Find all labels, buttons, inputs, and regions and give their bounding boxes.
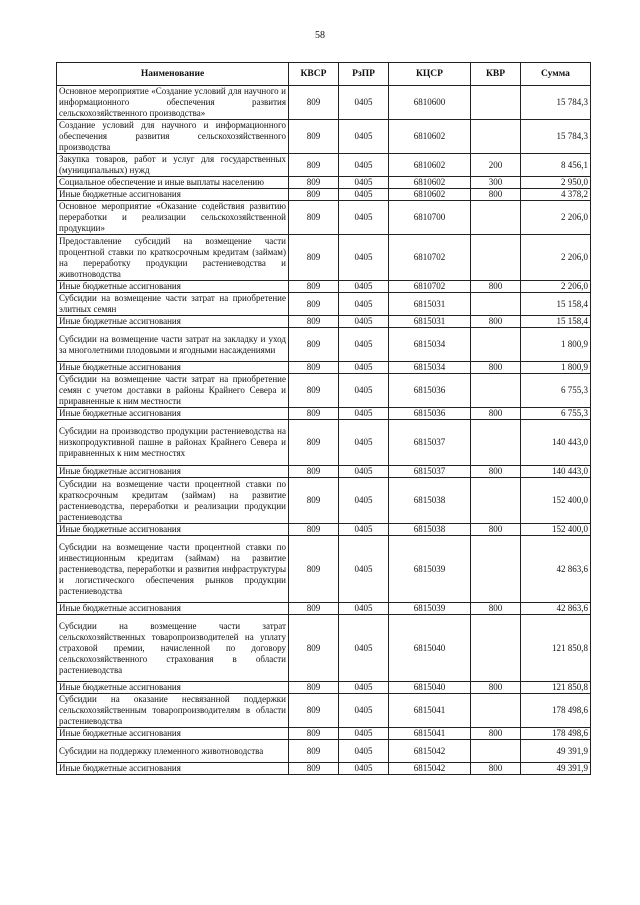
table-row (57, 524, 591, 536)
table-row (57, 189, 591, 201)
cell-kvr (471, 536, 521, 603)
cell-kvsr: 809 (289, 524, 339, 536)
cell-sum: 6 755,3 (521, 408, 591, 420)
cell-kvsr: 809 (289, 86, 339, 120)
cell-kvr: 200 (471, 154, 521, 177)
cell-sum: 121 850,8 (521, 682, 591, 694)
cell-sum: 152 400,0 (521, 524, 591, 536)
cell-sum: 4 378,2 (521, 189, 591, 201)
cell-sum: 2 206,0 (521, 201, 591, 235)
table-row (57, 177, 591, 189)
header-name: Наименование (57, 63, 289, 86)
cell-sum: 121 850,8 (521, 615, 591, 682)
table-row (57, 682, 591, 694)
table-row (57, 536, 591, 603)
cell-rzpr: 0405 (339, 316, 389, 328)
header-rzpr: РзПР (339, 63, 389, 86)
cell-name: Иные бюджетные ассигнования (57, 362, 289, 374)
cell-kvr: 800 (471, 316, 521, 328)
cell-sum: 1 800,9 (521, 362, 591, 374)
cell-kcsr: 6815031 (389, 293, 471, 316)
table-row (57, 362, 591, 374)
cell-kvsr: 809 (289, 536, 339, 603)
cell-rzpr: 0405 (339, 177, 389, 189)
cell-rzpr: 0405 (339, 478, 389, 524)
cell-kcsr: 6815041 (389, 728, 471, 740)
cell-name: Предоставление субсидий на возмещение части процентной ставки по краткосрочным кредитам (займам) на переработку продукции растениеводства и животноводства (57, 235, 289, 281)
table-header (57, 63, 591, 86)
cell-rzpr: 0405 (339, 293, 389, 316)
header-kcsr: КЦСР (389, 63, 471, 86)
cell-kvr (471, 374, 521, 408)
cell-kvr: 300 (471, 177, 521, 189)
cell-sum: 2 206,0 (521, 235, 591, 281)
cell-sum: 49 391,9 (521, 740, 591, 763)
cell-name: Иные бюджетные ассигнования (57, 316, 289, 328)
cell-kcsr: 6810700 (389, 201, 471, 235)
cell-kvsr: 809 (289, 478, 339, 524)
cell-kcsr: 6815040 (389, 682, 471, 694)
cell-kcsr: 6815041 (389, 694, 471, 728)
cell-kvr: 800 (471, 682, 521, 694)
cell-kvr (471, 201, 521, 235)
cell-kvsr: 809 (289, 120, 339, 154)
cell-sum: 140 443,0 (521, 466, 591, 478)
cell-kcsr: 6815031 (389, 316, 471, 328)
cell-kvsr: 809 (289, 763, 339, 775)
cell-kvsr: 809 (289, 235, 339, 281)
cell-name: Субсидии на возмещение части затрат на приобретение семян с учетом доставки в районы Крайнего Севера и приравненные к ним местности (57, 374, 289, 408)
cell-kcsr: 6815039 (389, 536, 471, 603)
cell-rzpr: 0405 (339, 524, 389, 536)
cell-kvr: 800 (471, 466, 521, 478)
cell-kcsr: 6810602 (389, 177, 471, 189)
cell-kvsr: 809 (289, 615, 339, 682)
cell-name: Создание условий для научного и информационного обеспечения развития сельскохозяйственного производства (57, 120, 289, 154)
cell-rzpr: 0405 (339, 694, 389, 728)
cell-rzpr: 0405 (339, 740, 389, 763)
cell-name: Субсидии на возмещение части затрат на приобретение элитных семян (57, 293, 289, 316)
cell-rzpr: 0405 (339, 682, 389, 694)
cell-kvsr: 809 (289, 362, 339, 374)
table-row (57, 316, 591, 328)
cell-kvsr: 809 (289, 201, 339, 235)
cell-name: Субсидии на возмещение части процентной ставки по инвестиционным кредитам (займам) на развитие растениеводства, переработки и развития инфраструктуры и логистического обеспечения рынков продукции растениеводства (57, 536, 289, 603)
table-row (57, 408, 591, 420)
cell-sum: 15 784,3 (521, 86, 591, 120)
cell-sum: 8 456,1 (521, 154, 591, 177)
cell-kcsr: 6810702 (389, 281, 471, 293)
cell-sum: 15 158,4 (521, 316, 591, 328)
table-row (57, 281, 591, 293)
cell-sum: 15 158,4 (521, 293, 591, 316)
cell-kvr (471, 120, 521, 154)
cell-name: Иные бюджетные ассигнования (57, 763, 289, 775)
cell-name: Иные бюджетные ассигнования (57, 408, 289, 420)
cell-kcsr: 6815040 (389, 615, 471, 682)
cell-sum: 140 443,0 (521, 420, 591, 466)
cell-rzpr: 0405 (339, 235, 389, 281)
cell-kvsr: 809 (289, 328, 339, 362)
cell-kcsr: 6815036 (389, 374, 471, 408)
cell-kcsr: 6810602 (389, 120, 471, 154)
cell-kvr (471, 615, 521, 682)
cell-kvr: 800 (471, 408, 521, 420)
cell-rzpr: 0405 (339, 466, 389, 478)
header-kvr: КВР (471, 63, 521, 86)
cell-sum: 15 784,3 (521, 120, 591, 154)
cell-kvr: 800 (471, 524, 521, 536)
cell-kvsr: 809 (289, 740, 339, 763)
cell-kvr (471, 478, 521, 524)
table-row (57, 740, 591, 763)
cell-sum: 178 498,6 (521, 694, 591, 728)
cell-kvsr: 809 (289, 408, 339, 420)
table-row (57, 466, 591, 478)
table-row (57, 420, 591, 466)
cell-name: Основное мероприятие «Создание условий для научного и информационного обеспечения развития сельскохозяйственного производства» (57, 86, 289, 120)
table-row (57, 763, 591, 775)
cell-name: Субсидии на оказание несвязанной поддержки сельскохозяйственным товаропроизводителям в области растениеводства (57, 694, 289, 728)
cell-rzpr: 0405 (339, 728, 389, 740)
cell-rzpr: 0405 (339, 603, 389, 615)
cell-rzpr: 0405 (339, 189, 389, 201)
cell-rzpr: 0405 (339, 362, 389, 374)
cell-kvr (471, 235, 521, 281)
cell-kvr: 800 (471, 728, 521, 740)
cell-sum: 2 206,0 (521, 281, 591, 293)
header-kvsr: КВСР (289, 63, 339, 86)
page-number: 58 (315, 30, 325, 41)
cell-rzpr: 0405 (339, 420, 389, 466)
cell-kcsr: 6810602 (389, 154, 471, 177)
cell-rzpr: 0405 (339, 408, 389, 420)
cell-rzpr: 0405 (339, 201, 389, 235)
cell-sum: 178 498,6 (521, 728, 591, 740)
cell-kcsr: 6810602 (389, 189, 471, 201)
cell-kcsr: 6815037 (389, 420, 471, 466)
cell-rzpr: 0405 (339, 86, 389, 120)
cell-kvr: 800 (471, 603, 521, 615)
cell-name: Субсидии на поддержку племенного животноводства (57, 740, 289, 763)
cell-kcsr: 6815042 (389, 740, 471, 763)
cell-kvsr: 809 (289, 603, 339, 615)
cell-kcsr: 6815042 (389, 763, 471, 775)
table-row (57, 728, 591, 740)
table-row (57, 328, 591, 362)
table-row (57, 86, 591, 120)
cell-kvsr: 809 (289, 316, 339, 328)
cell-kvsr: 809 (289, 293, 339, 316)
cell-rzpr: 0405 (339, 120, 389, 154)
cell-kvr: 800 (471, 281, 521, 293)
cell-name: Иные бюджетные ассигнования (57, 682, 289, 694)
cell-kvsr: 809 (289, 682, 339, 694)
table-body (57, 86, 591, 775)
cell-kvsr: 809 (289, 154, 339, 177)
cell-name: Субсидии на производство продукции растениеводства на низкопродуктивной пашне в районах Крайнего Севера и приравненных к ним местностях (57, 420, 289, 466)
cell-name: Субсидии на возмещение части затрат на закладку и уход за многолетними плодовыми и ягодными насаждениями (57, 328, 289, 362)
cell-kvr (471, 293, 521, 316)
cell-name: Субсидии на возмещение части процентной ставки по краткосрочным кредитам (займам) на развитие растениеводства, переработки и реализации продукции растениеводства (57, 478, 289, 524)
cell-kcsr: 6815039 (389, 603, 471, 615)
table-row (57, 478, 591, 524)
cell-sum: 42 863,6 (521, 536, 591, 603)
cell-kvr (471, 328, 521, 362)
cell-kcsr: 6815034 (389, 328, 471, 362)
table-row (57, 374, 591, 408)
cell-kvsr: 809 (289, 420, 339, 466)
table-row (57, 201, 591, 235)
cell-sum: 2 950,0 (521, 177, 591, 189)
cell-kvr: 800 (471, 763, 521, 775)
table-row (57, 694, 591, 728)
cell-kvsr: 809 (289, 694, 339, 728)
cell-kcsr: 6815034 (389, 362, 471, 374)
cell-rzpr: 0405 (339, 536, 389, 603)
cell-kcsr: 6810702 (389, 235, 471, 281)
cell-rzpr: 0405 (339, 615, 389, 682)
cell-name: Субсидии на возмещение части затрат сельскохозяйственных товаропроизводителей на уплату страховой премии, начисленной по договору сельскохозяйственного страхования в области растениеводства (57, 615, 289, 682)
header-row (57, 63, 591, 86)
cell-kvsr: 809 (289, 374, 339, 408)
budget-table (56, 62, 591, 775)
cell-kcsr: 6815037 (389, 466, 471, 478)
cell-kvsr: 809 (289, 466, 339, 478)
cell-kvr (471, 694, 521, 728)
cell-name: Иные бюджетные ассигнования (57, 466, 289, 478)
table-row (57, 615, 591, 682)
header-sum: Сумма (521, 63, 591, 86)
table-row (57, 235, 591, 281)
cell-kcsr: 6815038 (389, 478, 471, 524)
cell-name: Социальное обеспечение и иные выплаты населению (57, 177, 289, 189)
cell-kcsr: 6815036 (389, 408, 471, 420)
cell-kcsr: 6810600 (389, 86, 471, 120)
cell-kvsr: 809 (289, 728, 339, 740)
cell-sum: 42 863,6 (521, 603, 591, 615)
cell-name: Иные бюджетные ассигнования (57, 189, 289, 201)
table-row (57, 120, 591, 154)
cell-kvsr: 809 (289, 281, 339, 293)
cell-sum: 6 755,3 (521, 374, 591, 408)
cell-kvr (471, 740, 521, 763)
cell-kvr: 800 (471, 362, 521, 374)
cell-rzpr: 0405 (339, 154, 389, 177)
cell-kvr: 800 (471, 189, 521, 201)
cell-kvr (471, 420, 521, 466)
cell-rzpr: 0405 (339, 281, 389, 293)
cell-name: Иные бюджетные ассигнования (57, 728, 289, 740)
cell-name: Основное мероприятие «Оказание содействия развитию переработки и реализации сельскохозяйственной продукции» (57, 201, 289, 235)
cell-sum: 49 391,9 (521, 763, 591, 775)
cell-name: Иные бюджетные ассигнования (57, 281, 289, 293)
cell-name: Иные бюджетные ассигнования (57, 603, 289, 615)
cell-sum: 1 800,9 (521, 328, 591, 362)
cell-kcsr: 6815038 (389, 524, 471, 536)
cell-name: Закупка товаров, работ и услуг для государственных (муниципальных) нужд (57, 154, 289, 177)
table-row (57, 603, 591, 615)
cell-name: Иные бюджетные ассигнования (57, 524, 289, 536)
cell-kvr (471, 86, 521, 120)
cell-rzpr: 0405 (339, 763, 389, 775)
cell-rzpr: 0405 (339, 374, 389, 408)
cell-kvsr: 809 (289, 189, 339, 201)
cell-rzpr: 0405 (339, 328, 389, 362)
table-row (57, 154, 591, 177)
cell-sum: 152 400,0 (521, 478, 591, 524)
cell-kvsr: 809 (289, 177, 339, 189)
table-row (57, 293, 591, 316)
